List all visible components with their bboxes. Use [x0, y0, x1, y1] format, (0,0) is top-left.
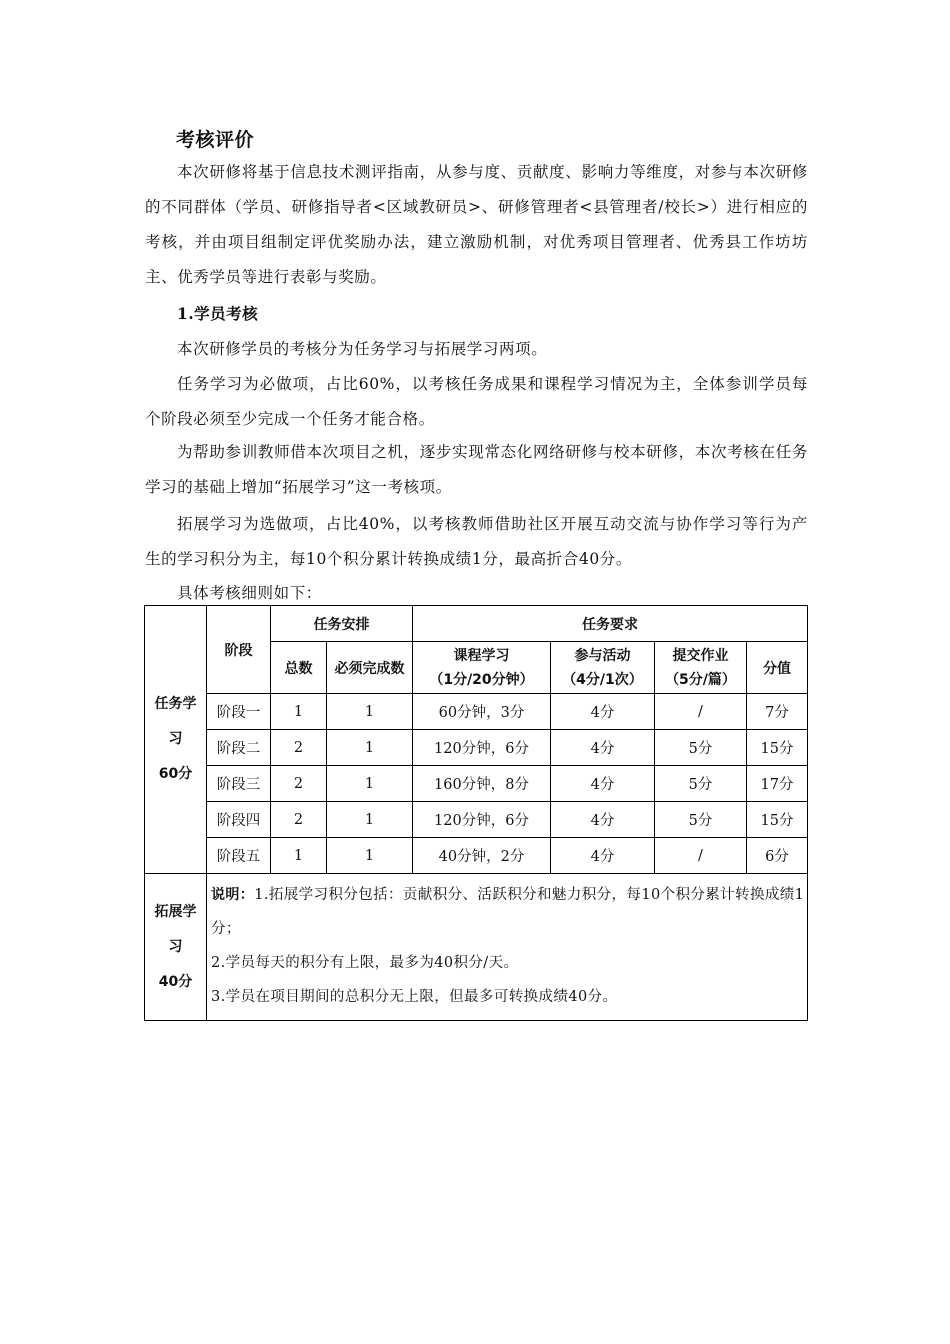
activity-header-label: 参与活动 — [574, 647, 631, 664]
activity-cell: 4分 — [551, 766, 655, 802]
required-header: 必须完成数 — [327, 642, 413, 694]
score-cell: 15分 — [747, 730, 808, 766]
intro-paragraph: 本次研修将基于信息技术测评指南，从参与度、贡献度、影响力等维度，对参与本次研修的不同群体（学员、研修指导者<区域教研员>、研修管理者<县管理者/校长>）进行相应的考核，并由项目组制定评优奖励办法，建立激励机制，对优秀项目管理者、优秀县工作坊坊主、优秀学员等进行表彰与奖励。 — [145, 163, 808, 286]
course-cell: 160分钟，8分 — [413, 766, 551, 802]
paragraph-5: 拓展学习为选做项，占比40%，以考核教师借助社区开展互动交流与协作学习等行为产生的学习积分为主，每10个积分累计转换成绩1分，最高折合40分。 — [145, 515, 808, 568]
stage-cell: 阶段五 — [207, 838, 271, 874]
homework-header-unit: （5分/篇） — [665, 671, 736, 688]
total-cell: 1 — [271, 694, 327, 730]
course-header-label: 课程学习 — [453, 647, 510, 664]
paragraph-3: 任务学习为必做项，占比60%，以考核任务成果和课程学习情况为主，全体参训学员每个阶段必须至少完成一个任务才能合格。 — [145, 375, 808, 428]
stage-cell: 阶段四 — [207, 802, 271, 838]
required-cell: 1 — [327, 802, 413, 838]
course-cell: 40分钟，2分 — [413, 838, 551, 874]
table-intro: 具体考核细则如下： — [177, 584, 322, 602]
assessment-table — [144, 605, 808, 1021]
paragraph-2: 本次研修学员的考核分为任务学习与拓展学习两项。 — [177, 340, 548, 358]
total-cell: 1 — [271, 838, 327, 874]
homework-cell: / — [655, 694, 747, 730]
activity-header — [551, 642, 655, 694]
homework-header-label: 提交作业 — [672, 647, 729, 664]
stage-header: 阶段 — [207, 606, 271, 694]
stage-cell: 阶段三 — [207, 766, 271, 802]
stage-cell: 阶段一 — [207, 694, 271, 730]
course-cell: 120分钟，6分 — [413, 802, 551, 838]
table-row — [145, 694, 808, 730]
table-row — [145, 838, 808, 874]
total-cell: 2 — [271, 766, 327, 802]
extended-category-line2: 习 — [168, 938, 183, 955]
total-header: 总数 — [271, 642, 327, 694]
section-title: 考核评价 — [176, 129, 255, 151]
course-cell: 60分钟，3分 — [413, 694, 551, 730]
activity-cell: 4分 — [551, 838, 655, 874]
activity-cell: 4分 — [551, 802, 655, 838]
extended-learning-category-cell — [145, 874, 207, 1021]
required-cell: 1 — [327, 694, 413, 730]
score-header: 分值 — [747, 642, 808, 694]
stage-cell: 阶段二 — [207, 730, 271, 766]
task-category-line1: 任务学 — [154, 696, 197, 712]
notes-label: 说明： — [211, 887, 255, 903]
required-cell: 1 — [327, 838, 413, 874]
table-row — [145, 802, 808, 838]
extended-category-line1: 拓展学 — [154, 903, 197, 920]
subsection-title: 1.学员考核 — [177, 304, 259, 323]
score-cell: 17分 — [747, 766, 808, 802]
homework-cell: 5分 — [655, 730, 747, 766]
score-cell: 15分 — [747, 802, 808, 838]
required-cell: 1 — [327, 766, 413, 802]
homework-cell: / — [655, 838, 747, 874]
score-cell: 6分 — [747, 838, 808, 874]
score-cell: 7分 — [747, 694, 808, 730]
total-cell: 2 — [271, 802, 327, 838]
course-header — [413, 642, 551, 694]
homework-cell: 5分 — [655, 802, 747, 838]
activity-header-unit: （4分/1次） — [562, 671, 643, 688]
homework-cell: 5分 — [655, 766, 747, 802]
paragraph-4: 为帮助参训教师借本次项目之机，逐步实现常态化网络研修与校本研修，本次考核在任务学习的基础上增加“拓展学习”这一考核项。 — [145, 443, 808, 496]
note-1-text: 1.拓展学习积分包括：贡献积分、活跃积分和魅力积分，每10个积分累计转换成绩1分； — [211, 887, 805, 937]
table-row — [145, 730, 808, 766]
task-learning-category-cell — [145, 606, 207, 874]
activity-cell: 4分 — [551, 694, 655, 730]
required-cell: 1 — [327, 730, 413, 766]
note-1 — [211, 878, 805, 946]
homework-header — [655, 642, 747, 694]
task-requirements-header: 任务要求 — [413, 606, 808, 642]
course-cell: 120分钟，6分 — [413, 730, 551, 766]
task-category-line3: 60分 — [158, 766, 193, 782]
total-cell: 2 — [271, 730, 327, 766]
extended-notes-cell — [207, 874, 808, 1021]
task-arrangement-header: 任务安排 — [271, 606, 413, 642]
activity-cell: 4分 — [551, 730, 655, 766]
extended-category-line3: 40分 — [158, 973, 193, 990]
note-2: 2.学员每天的积分有上限，最多为40积分/天。 — [211, 955, 519, 971]
table-row — [145, 766, 808, 802]
task-category-line2: 习 — [168, 731, 183, 747]
note-3: 3.学员在项目期间的总积分无上限，但最多可转换成绩40分。 — [211, 989, 618, 1005]
course-header-unit: （1分/20分钟） — [429, 671, 534, 688]
